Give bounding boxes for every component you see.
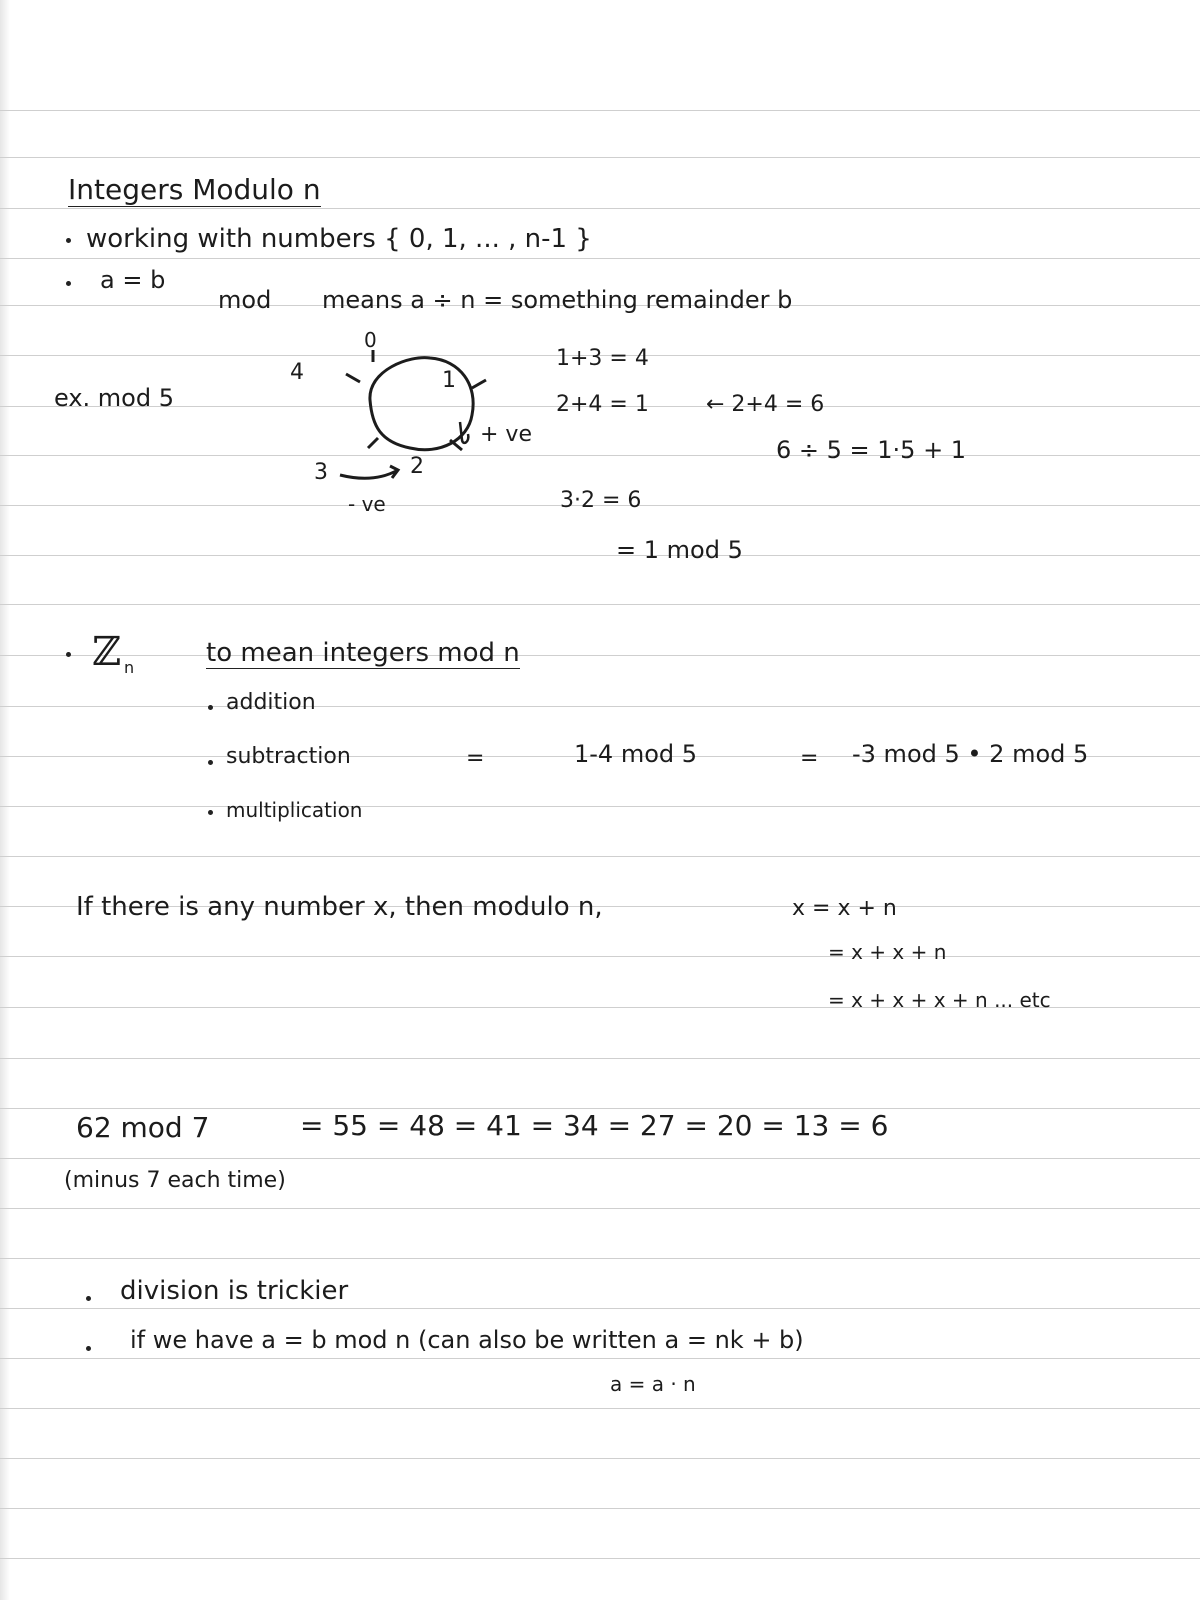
bullet-dot	[208, 760, 213, 765]
ruled-line	[0, 455, 1200, 456]
example-eq-2-plus-4-note: ← 2+4 = 6	[706, 392, 825, 417]
any-number-statement: If there is any number x, then modulo n,	[76, 892, 603, 922]
subtraction-eq-sign-1: =	[466, 746, 485, 771]
subtraction-example-rhs: -3 mod 5 • 2 mod 5	[852, 740, 1089, 768]
example-62-mod-7: 62 mod 7	[76, 1111, 210, 1144]
ruled-line	[0, 258, 1200, 259]
example-62-chain: = 55 = 48 = 41 = 34 = 27 = 20 = 13 = 6	[300, 1109, 889, 1142]
example-label: ex. mod 5	[54, 384, 174, 412]
bullet-dot	[86, 1296, 91, 1301]
ruled-line	[0, 706, 1200, 707]
circle-label-2: 2	[410, 454, 424, 479]
subtraction-example-lhs: 1-4 mod 5	[574, 740, 698, 768]
ruled-line	[0, 1158, 1200, 1159]
any-number-eq-2: = x + x + n	[828, 940, 947, 964]
ruled-line	[0, 208, 1200, 209]
bullet-dot	[66, 652, 71, 657]
circle-label-1: 1	[442, 368, 456, 393]
any-number-eq-1: x = x + n	[792, 896, 897, 921]
zn-symbol: ℤ	[92, 629, 122, 675]
negative-direction-label: - ve	[348, 492, 386, 516]
bullet-dot	[86, 1346, 91, 1351]
tick-mark	[346, 374, 360, 382]
ruled-line	[0, 555, 1200, 556]
ruled-line	[0, 1358, 1200, 1359]
intro-congruence-lhs: a = b	[100, 266, 166, 294]
zn-description: to mean integers mod n	[206, 638, 520, 668]
example-62-note: (minus 7 each time)	[64, 1168, 286, 1193]
ruled-line	[0, 806, 1200, 807]
ruled-line	[0, 1058, 1200, 1059]
positive-direction-label: + ve	[480, 422, 532, 447]
zn-item-subtraction: subtraction	[226, 744, 351, 769]
ruled-line	[0, 956, 1200, 957]
circle-label-0: 0	[364, 328, 377, 352]
ruled-line	[0, 1508, 1200, 1509]
page-title: Integers Modulo n	[68, 173, 321, 206]
ruled-line	[0, 1558, 1200, 1559]
bullet-dot	[66, 281, 71, 286]
ruled-line	[0, 1208, 1200, 1209]
mod-circle-outline	[370, 358, 473, 450]
ruled-line	[0, 1258, 1200, 1259]
division-eq: a = a · n	[610, 1372, 696, 1396]
ruled-line	[0, 1308, 1200, 1309]
ruled-line	[0, 604, 1200, 605]
circle-label-3: 3	[314, 460, 328, 485]
zn-item-addition: addition	[226, 690, 316, 715]
mod-5-clock-diagram	[300, 330, 580, 520]
negative-direction-arrow-icon	[340, 466, 398, 478]
ruled-line	[0, 1458, 1200, 1459]
division-congruence: if we have a = b mod n (can also be written a = nk + b)	[130, 1326, 804, 1354]
ruled-line	[0, 110, 1200, 111]
example-eq-2-plus-4: 2+4 = 1	[556, 392, 649, 417]
tick-mark	[368, 438, 378, 448]
ruled-line	[0, 157, 1200, 158]
intro-bullet-working-numbers: working with numbers { 0, 1, ... , n-1 }	[86, 224, 592, 254]
example-eq-result: = 1 mod 5	[616, 536, 743, 564]
page-binding-edge	[0, 0, 10, 1600]
example-eq-1-plus-3: 1+3 = 4	[556, 346, 649, 371]
ruled-line	[0, 1408, 1200, 1409]
bullet-dot	[208, 705, 213, 710]
zn-subscript: n	[124, 658, 135, 677]
subtraction-eq-sign-2: =	[800, 746, 819, 771]
division-bullet: division is trickier	[120, 1276, 349, 1306]
bullet-dot	[208, 810, 213, 815]
circle-label-4: 4	[290, 360, 304, 385]
any-number-eq-3: = x + x + x + n ... etc	[828, 988, 1051, 1012]
bullet-dot	[66, 238, 71, 243]
example-eq-3-times-2: 3·2 = 6	[560, 488, 642, 513]
intro-congruence-meaning: means a ÷ n = something remainder b	[322, 286, 793, 314]
intro-congruence-mod: mod	[218, 286, 272, 314]
tick-mark	[472, 380, 486, 388]
zn-item-multiplication: multiplication	[226, 798, 363, 822]
ruled-line	[0, 655, 1200, 656]
example-eq-division-note: 6 ÷ 5 = 1·5 + 1	[776, 436, 967, 464]
ruled-line	[0, 856, 1200, 857]
